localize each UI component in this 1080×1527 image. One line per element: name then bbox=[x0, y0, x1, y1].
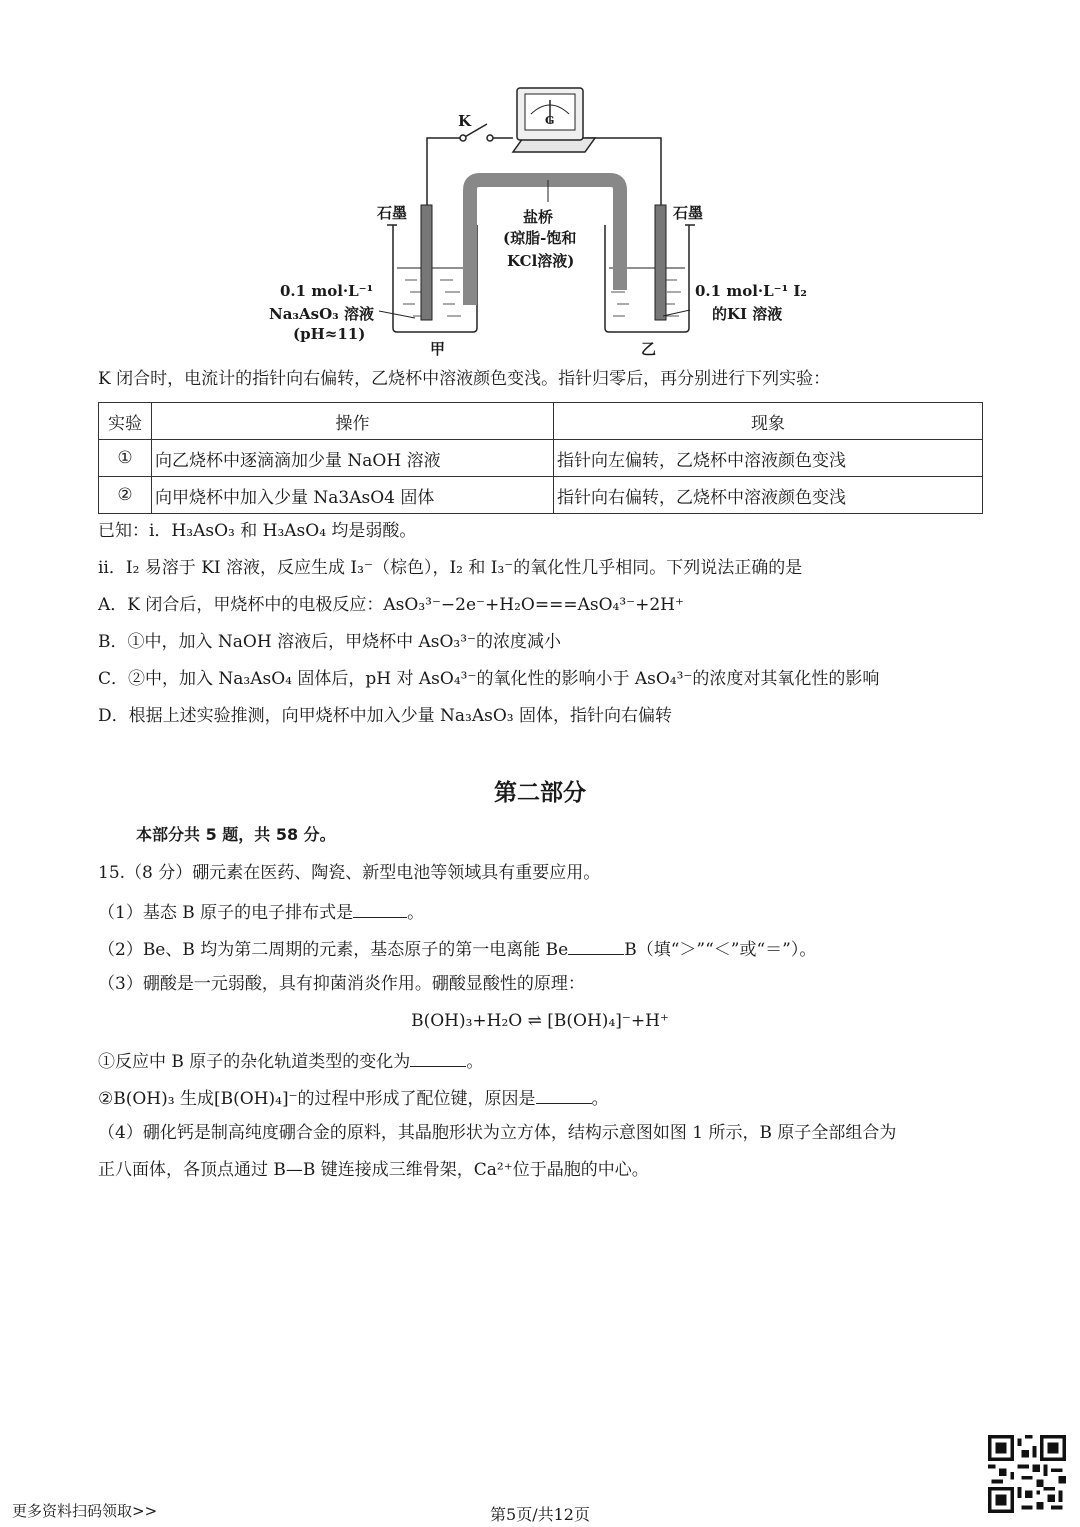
option-c: C．②中，加入 Na₃AsO₄ 固体后，pH 对 AsO₄³⁻的氧化性的影响小于 AsO₄³⁻的浓度对其氧化性的影响 bbox=[98, 669, 880, 689]
meter-label: G bbox=[545, 114, 555, 127]
header-phenomenon: 现象 bbox=[554, 403, 983, 440]
table-row bbox=[99, 440, 983, 477]
header-operation: 操作 bbox=[152, 403, 554, 440]
q15-part2 bbox=[98, 936, 816, 961]
q15-part4-line2: 正八面体，各顶点通过 B—B 键连接成三维骨架，Ca²⁺位于晶胞的中心。 bbox=[98, 1160, 649, 1180]
row1-operation: 向乙烧杯中逐滴滴加少量 NaOH 溶液 bbox=[152, 440, 554, 477]
answer-blank-2[interactable] bbox=[568, 936, 624, 955]
left-solution-ph: (pH≈11) bbox=[293, 325, 366, 343]
table-row bbox=[99, 477, 983, 514]
left-solution-name: Na₃AsO₃ 溶液 bbox=[269, 305, 374, 323]
left-solution-conc: 0.1 mol·L⁻¹ bbox=[280, 282, 374, 300]
footer-scan-link[interactable]: 更多资料扫码领取>> bbox=[12, 1502, 158, 1520]
graphite-electrode-left bbox=[421, 205, 432, 320]
q15-part2-end: B（填“＞”“＜”或“＝”）。 bbox=[624, 940, 817, 960]
beaker-right-label: 乙 bbox=[641, 340, 657, 358]
q15-part3-1-text: ①反应中 B 原子的杂化轨道类型的变化为 bbox=[98, 1052, 411, 1072]
header-experiment: 实验 bbox=[99, 403, 152, 440]
q15-part4-line1: （4）硼化钙是制高纯度硼合金的原料，其晶胞形状为立方体，结构示意图如图 1 所示，B 原子全部组合为 bbox=[98, 1123, 897, 1143]
answer-blank-4[interactable] bbox=[536, 1085, 592, 1104]
q15-stem: 15.（8 分）硼元素在医药、陶瓷、新型电池等领域具有重要应用。 bbox=[98, 863, 601, 883]
answer-blank-1[interactable] bbox=[353, 899, 407, 918]
option-a: A．K 闭合后，甲烧杯中的电极反应：AsO₃³⁻−2e⁻+H₂O===AsO₄³⁻+2H⁺ bbox=[98, 595, 684, 615]
experiment-table bbox=[98, 402, 983, 514]
salt-bridge-detail: (琼脂-饱和 bbox=[503, 229, 577, 247]
known-1: 已知：ⅰ．H₃AsO₃ 和 H₃AsO₄ 均是弱酸。 bbox=[98, 521, 417, 541]
row2-operation: 向甲烧杯中加入少量 Na3AsO4 固体 bbox=[152, 477, 554, 514]
option-b: B．①中，加入 NaOH 溶液后，甲烧杯中 AsO₃³⁻的浓度减小 bbox=[98, 632, 562, 652]
beaker-left-label: 甲 bbox=[430, 340, 446, 358]
q15-part2-text: （2）Be、B 均为第二周期的元素，基态原子的第一电离能 Be bbox=[98, 940, 569, 960]
electrode-right-label: 石墨 bbox=[673, 204, 704, 222]
section-title: 第二部分 bbox=[494, 780, 586, 806]
right-solution-conc: 0.1 mol·L⁻¹ I₂ bbox=[695, 282, 807, 300]
q15-part3-2-text: ②B(OH)₃ 生成[B(OH)₄]⁻的过程中形成了配位键，原因是 bbox=[98, 1089, 536, 1109]
q15-part1 bbox=[98, 899, 424, 924]
equation: B(OH)₃+H₂O ⇌ [B(OH)₄]⁻+H⁺ bbox=[411, 1011, 669, 1031]
row2-id: ② bbox=[99, 477, 152, 514]
right-solution-name: 的KI 溶液 bbox=[712, 305, 783, 323]
table-header-row bbox=[99, 403, 983, 440]
answer-blank-3[interactable] bbox=[410, 1048, 466, 1067]
q15-part3-2-end: 。 bbox=[591, 1089, 609, 1109]
intro-text: K 闭合时，电流计的指针向右偏转，乙烧杯中溶液颜色变浅。指针归零后，再分别进行下列实验： bbox=[98, 369, 831, 389]
q15-part3-2 bbox=[98, 1085, 609, 1110]
page-number: 第5页/共12页 bbox=[490, 1505, 590, 1524]
switch-label: K bbox=[458, 112, 472, 130]
salt-bridge-label: 盐桥 bbox=[523, 208, 554, 226]
q15-part3-1 bbox=[98, 1048, 483, 1073]
row1-phenomenon: 指针向左偏转，乙烧杯中溶液颜色变浅 bbox=[554, 440, 983, 477]
known-2: ⅱ．I₂ 易溶于 KI 溶液，反应生成 I₃⁻（棕色），I₂ 和 I₃⁻的氧化性几乎相同。下列说法正确的是 bbox=[98, 558, 803, 578]
electrode-left-label: 石墨 bbox=[377, 204, 408, 222]
option-d: D．根据上述实验推测，向甲烧杯中加入少量 Na₃AsO₃ 固体，指针向右偏转 bbox=[98, 706, 673, 726]
row2-phenomenon: 指针向右偏转，乙烧杯中溶液颜色变浅 bbox=[554, 477, 983, 514]
galvanic-cell-diagram bbox=[265, 80, 825, 365]
q15-part1-end: 。 bbox=[407, 903, 425, 923]
q15-part3: （3）硼酸是一元弱酸，具有抑菌消炎作用。硼酸显酸性的原理： bbox=[98, 974, 585, 994]
q15-part3-1-end: 。 bbox=[466, 1052, 484, 1072]
q15-part1-text: （1）基态 B 原子的电子排布式是 bbox=[98, 903, 354, 923]
row1-id: ① bbox=[99, 440, 152, 477]
salt-bridge-detail-2: KCl溶液) bbox=[507, 252, 575, 270]
graphite-electrode-right bbox=[655, 205, 666, 320]
section-note: 本部分共 5 题，共 58 分。 bbox=[136, 825, 336, 844]
